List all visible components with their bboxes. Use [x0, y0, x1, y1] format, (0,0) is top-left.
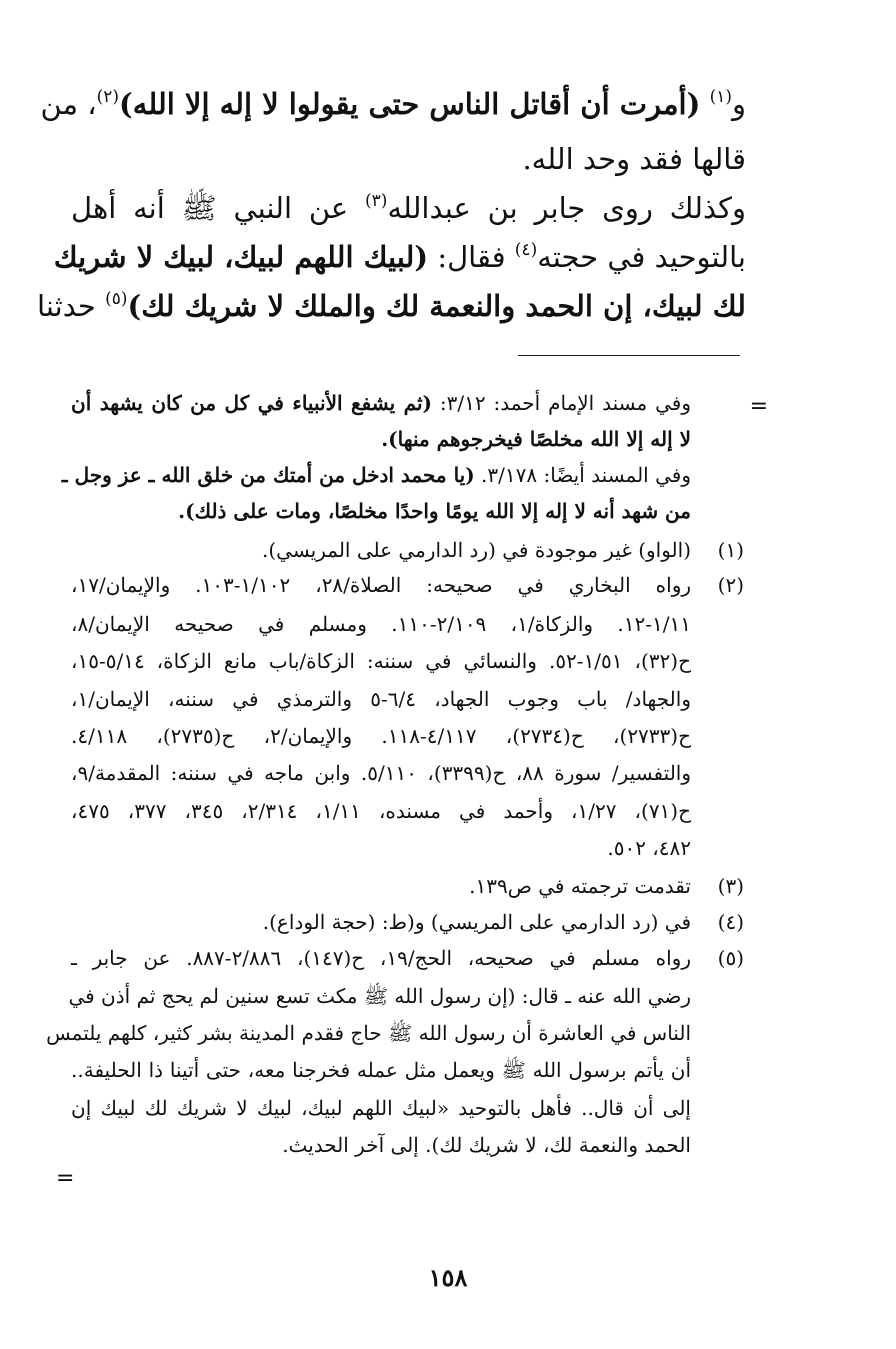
talbiyah-quote-start: (لبيك اللهم لبيك، لبيك لا شريك: [53, 240, 429, 274]
footnote-number-4: (٤): [717, 910, 744, 934]
footnote-ref-2[interactable]: (٢): [96, 87, 120, 107]
footnote-2-line-3: ح(٣٢)، ١/٥١-٥٢. والنسائي في سننه: الزكاة/باب مانع الزكاة، ٥/١٤-١٥،: [71, 649, 691, 673]
main-text-line-4: بالتوحيد في حجته$^{(٤)}$ فقال: (لبيك اللهم لبيك، لبيك لا شريك: [53, 240, 746, 274]
footnote-2-line-2: ١/١١-١٢. والزكاة/١، ٢/١٠٩-١١٠. ومسلم في صحيحه الإيمان/٨،: [71, 612, 692, 636]
footnote-2-line-1: رواه البخاري في صحيحه: الصلاة/٢٨، ١/١٠٢-١٠٣. والإيمان/١٧،: [71, 573, 692, 597]
page-number: ١٥٨: [428, 1263, 468, 1292]
footnote-2-line-8: ٤٨٢، ٥٠٢.: [607, 836, 691, 860]
footnote-separator: [518, 355, 740, 356]
continues-mark: =: [56, 1166, 75, 1191]
continued-footnote-line-4: من شهد أنه لا إله إلا الله يومًا واحدًا مخلصًا، ومات على ذلك).: [178, 499, 691, 523]
footnote-number-3: (٣): [717, 874, 744, 898]
hadith-quote: (أمرت أن أقاتل الناس حتى يقولوا لا إله إلا الله): [119, 87, 701, 121]
footnote-ref-5[interactable]: (٥): [105, 289, 128, 309]
continued-footnote-line-3: وفي المسند أيضًا: ٣/١٧٨. (يا محمد ادخل من أمتك من خلق الله ـ عز وجل ـ: [61, 463, 691, 487]
footnote-ref-1[interactable]: (١): [709, 87, 732, 107]
continued-footnote-line-1: وفي مسند الإمام أحمد: ٣/١٢: (ثم يشفع الأنبياء في كل من كان يشهد أن: [71, 391, 691, 415]
footnote-5-line-3: الناس في العاشرة أن رسول الله ﷺ حاج فقدم المدينة بشر كثير، كلهم يلتمس: [46, 1021, 691, 1045]
footnote-2-line-4: والجهاد/ باب وجوب الجهاد، ٦/٤-٥ والترمذي في سننه، الإيمان/١،: [71, 687, 691, 711]
footnote-5-line-6: الحمد والنعمة لك، لا شريك لك). إلى آخر الحديث.: [282, 1133, 691, 1157]
main-text-line-3: وكذلك روى جابر بن عبدالله$^{(٣)}$ عن النبي ﷺ أنه أهل: [71, 191, 746, 225]
footnote-number-1: (١): [717, 538, 744, 562]
continued-footnote-line-2: لا إله إلا الله مخلصًا فيخرجوهم منها).: [381, 427, 691, 451]
footnote-5-line-4: أن يأتم برسول الله ﷺ ويعمل مثل عمله فخرجنا معه، حتى أتينا ذا الحليفة..: [71, 1058, 691, 1082]
footnote-3-line-1: تقدمت ترجمته في ص١٣٩.: [469, 874, 691, 898]
footnote-number-5: (٥): [717, 946, 744, 970]
footnote-5-line-1: رواه مسلم في صحيحه، الحج/١٩، ح(١٤٧)، ٢/٨٨٦-٨٨٧. عن جابر ـ: [71, 946, 691, 970]
footnote-2-line-7: ح(٧١)، ١/٢٧، وأحمد في مسنده، ١/١١، ٢/٣١٤، ٣٤٥، ٣٧٧، ٤٧٥،: [71, 799, 692, 823]
footnote-2-line-6: والتفسير/ سورة ٨٨، ح(٣٣٩٩)، ٥/١١٠. وابن ماجه في سننه: المقدمة/٩،: [71, 761, 691, 785]
footnote-number-2: (٢): [717, 573, 744, 597]
footnote-4-line-1: في (رد الدارمي على المريسي) و(ط: (حجة الوداع).: [262, 910, 691, 934]
main-text-line-1: و$^{(١)}$ (أمرت أن أقاتل الناس حتى يقولوا لا إله إلا الله)$^{(٢)}$، من: [40, 87, 746, 121]
footnote-2-line-5: ح(٢٧٣٣)، ح(٢٧٣٤)، ٤/١١٧-١١٨. والإيمان/٢، ح(٢٧٣٥)، ٤/١١٨.: [71, 724, 691, 748]
footnote-ref-3[interactable]: (٣): [365, 191, 388, 211]
footnote-1-line-1: (الواو) غير موجودة في (رد الدارمي على المريسي).: [261, 538, 691, 562]
talbiyah-quote-end: لك لبيك، إن الحمد والنعمة لك والملك لا شريك لك): [127, 289, 746, 323]
footnote-ref-4[interactable]: (٤): [514, 240, 538, 260]
main-text-line-5: لك لبيك، إن الحمد والنعمة لك والملك لا شريك لك)$^{(٥)}$ حدثنا: [37, 289, 746, 323]
footnote-5-line-5: إلى أن قال.. فأهل بالتوحيد «لبيك اللهم لبيك، لبيك لا شريك لك لبيك إن: [71, 1096, 691, 1120]
main-text-line-2: قالها فقد وحد الله.: [522, 142, 746, 176]
footnote-5-line-2: رضي الله عنه ـ قال: (إن رسول الله ﷺ مكث تسع سنين لم يحج ثم أذن في: [68, 984, 691, 1008]
continuation-mark: =: [749, 394, 768, 419]
